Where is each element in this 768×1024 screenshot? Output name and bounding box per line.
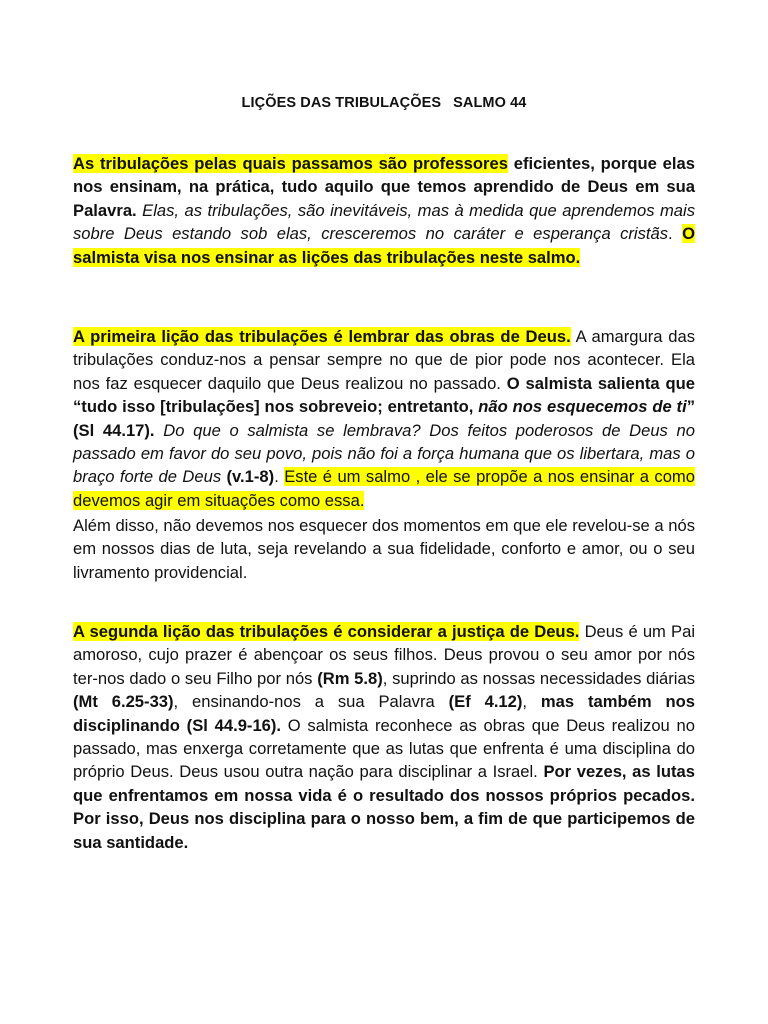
plain-text: Além disso, não devemos nos esquecer dos momentos em que ele revelou-se a nós em nossos dias de luta, seja revelando a sua fidelidade, conforto e amor, ou o seu livramento providencial.: [73, 516, 695, 582]
bold-reference: (Mt 6.25-33): [73, 692, 174, 712]
highlighted-text: Este é um salmo , ele se propõe a nos ensinar a como devemos agir em situações como essa.: [73, 467, 695, 510]
highlighted-text: O salmista visa nos ensinar as lições das tribulações neste salmo.: [73, 224, 695, 267]
bold-text: eficientes, porque elas nos ensinam, na prática, tudo aquilo que temos aprendido de Deus em sua Palavra.: [73, 154, 695, 220]
plain-text: Deus é um Pai amoroso, cujo prazer é abençoar os seus filhos. Deus provou o seu amor por nós ter-nos dado o seu Filho por nós: [73, 622, 696, 688]
paragraph-remembrance: [73, 514, 695, 584]
plain-text: .: [668, 224, 683, 244]
italic-text: Elas, as tribulações, são inevitáveis, mas à medida que aprendemos mais sobre Deus estando sob elas, cresceremos no caráter e esperança cristãs: [73, 200, 695, 244]
highlighted-text: As tribulações pelas quais passamos são professores: [73, 154, 508, 173]
bold-reference: (Rm 5.8): [317, 668, 383, 688]
bold-text: mas também nos disciplinando (Sl 44.9-16).: [73, 692, 695, 735]
title-psalm: SALMO 44: [453, 95, 527, 111]
plain-text: A amargura das tribulações conduz-nos a pensar sempre no que de pior pode nos acontecer. Ela nos faz esquecer daquilo que Deus realizou no passado.: [73, 327, 695, 393]
paragraph-second-lesson: [73, 620, 695, 854]
highlighted-heading: A segunda lição das tribulações é considerar a justiça de Deus.: [73, 622, 580, 641]
bold-reference: (v.1-8): [221, 467, 275, 487]
bold-reference: (Ef 4.12): [448, 692, 523, 712]
plain-text: ,: [522, 692, 541, 712]
bold-text: O salmista salienta que “tudo isso [tribulações] nos sobreveio; entretanto,: [73, 373, 695, 417]
plain-text: .: [274, 467, 285, 487]
bold-text: Por vezes, as lutas que enfrentamos em nossa vida é o resultado dos nossos próprios pecados. Por isso, Deus nos disciplina para o nosso bem, a fim de que participemos de sua santidade.: [73, 762, 695, 852]
highlighted-heading: A primeira lição das tribulações é lembrar das obras de Deus.: [73, 327, 571, 346]
plain-text: O salmista reconhece as obras que Deus realizou no passado, mas enxerga corretamente que as lutas que enfrenta é uma disciplina do próprio Deus. Deus usou outra nação para disciplinar a Israel.: [73, 715, 695, 782]
bold-italic-text: não nos esquecemos de ti: [478, 397, 687, 417]
paragraph-intro: [73, 152, 695, 269]
plain-text: , suprindo as nossas necessidades diárias: [382, 668, 695, 688]
paragraph-first-lesson: [73, 325, 695, 512]
document-page: [73, 0, 695, 1024]
document-title: [73, 95, 695, 111]
bold-reference: ” (Sl 44.17).: [73, 397, 695, 440]
title-main: LIÇÕES DAS TRIBULAÇÕES: [241, 95, 442, 111]
plain-text: , ensinando-nos a sua Palavra: [173, 692, 449, 712]
italic-text: Do que o salmista se lembrava? Dos feitos poderosos de Deus no passado em favor do seu povo, pois não foi a força humana que os libertara, mas o braço forte de Deus: [73, 420, 695, 487]
